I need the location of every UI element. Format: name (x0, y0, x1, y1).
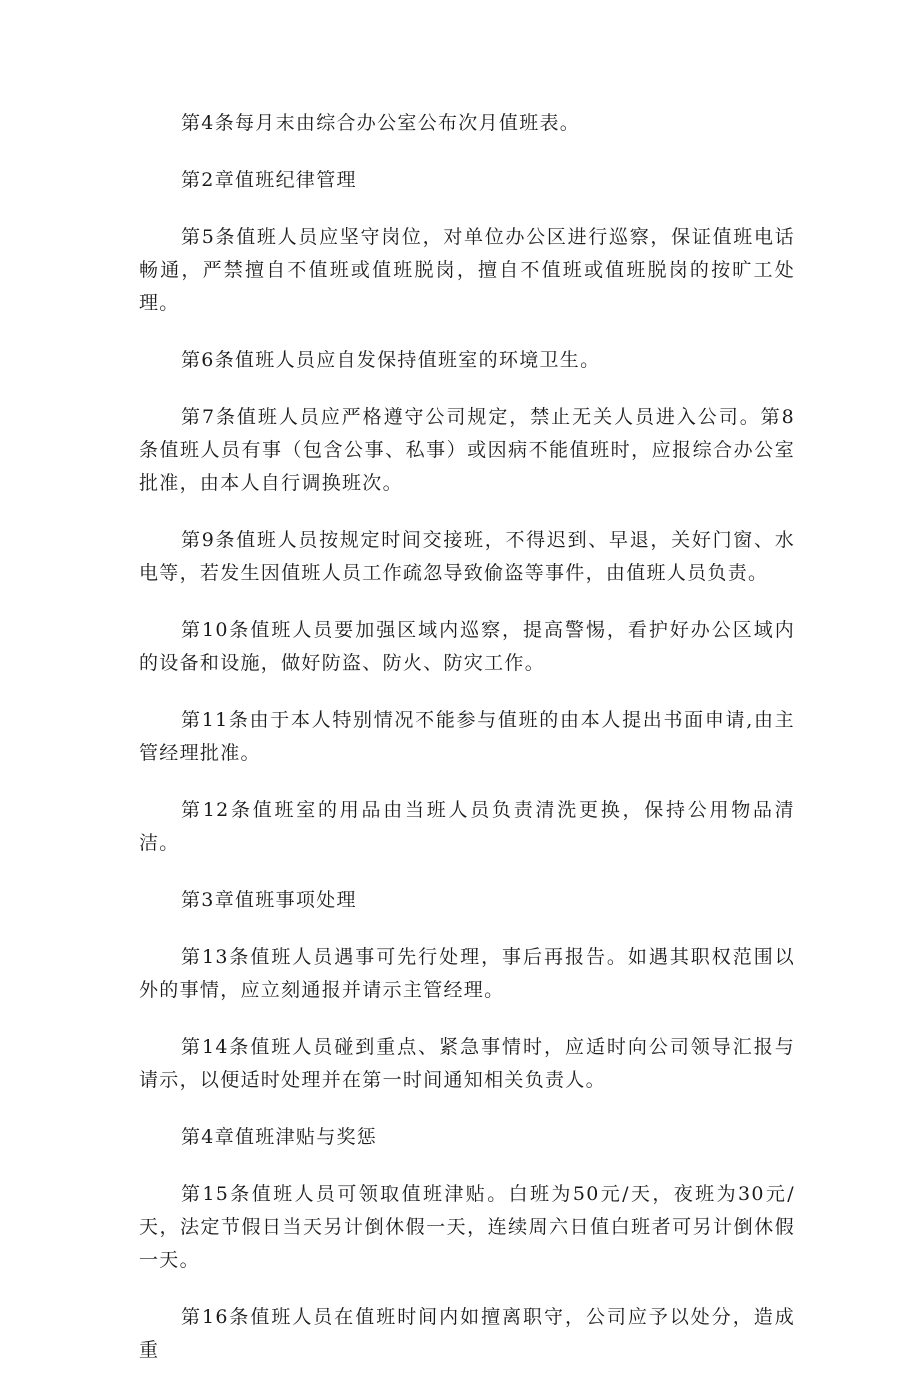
article-14: 第14条值班人员碰到重点、紧急事情时，应适时向公司领导汇报与请示，以便适时处理并在第一时间通知相关负责人。 (139, 1036, 795, 1091)
article-13: 第13条值班人员遇事可先行处理，事后再报告。如遇其职权范围以外的事情，应立刻通报并请示主管经理。 (139, 946, 795, 1001)
article-6: 第6条值班人员应自发保持值班室的环境卫生。 (181, 349, 601, 371)
article-10: 第10条值班人员要加强区域内巡察，提高警惕，看护好办公区域内的设备和设施，做好防盗、防火、防灾工作。 (139, 619, 795, 674)
article-5: 第5条值班人员应坚守岗位，对单位办公区进行巡察，保证值班电话畅通，严禁擅自不值班或值班脱岗，擅自不值班或值班脱岗的按旷工处理。 (139, 226, 795, 314)
document-body (139, 107, 795, 1391)
article-9: 第9条值班人员按规定时间交接班，不得迟到、早退，关好门窗、水电等，若发生因值班人员工作疏忽导致偷盗等事件，由值班人员负责。 (139, 529, 795, 584)
chapter-2-heading: 第2章值班纪律管理 (181, 169, 357, 191)
article-4: 第4条每月末由综合办公室公布次月值班表。 (181, 112, 581, 134)
chapter-4-heading: 第4章值班津贴与奖惩 (181, 1126, 378, 1148)
chapter-3-heading: 第3章值班事项处理 (181, 889, 357, 911)
article-11: 第11条由于本人特别情况不能参与值班的由本人提出书面申请,由主管经理批准。 (139, 709, 795, 764)
article-12: 第12条值班室的用品由当班人员负责清洗更换，保持公用物品清洁。 (139, 799, 795, 854)
article-15: 第15条值班人员可领取值班津贴。白班为50元/天，夜班为30元/天，法定节假日当天另计倒休假一天，连续周六日值白班者可另计倒休假一天。 (139, 1183, 795, 1271)
article-16: 第16条值班人员在值班时间内如擅离职守，公司应予以处分，造成重 (139, 1306, 795, 1361)
article-7-8: 第7条值班人员应严格遵守公司规定，禁止无关人员进入公司。第8条值班人员有事（包含公事、私事）或因病不能值班时，应报综合办公室批准，由本人自行调换班次。 (139, 406, 795, 494)
